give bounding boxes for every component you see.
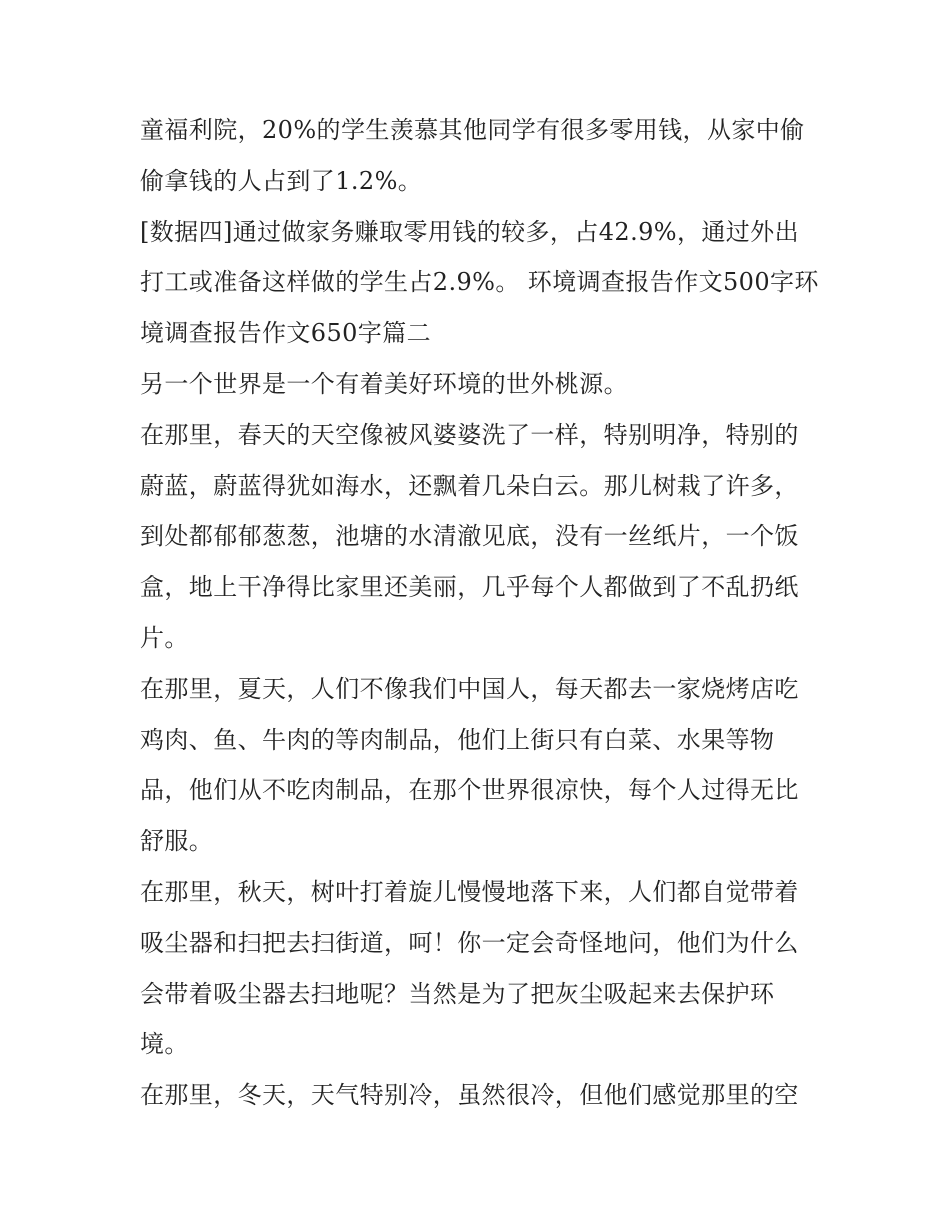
paragraph-4: 在那里，春天的天空像被风婆婆洗了一样，特别明净，特别的蔚蓝，蔚蓝得犹如海水，还飘着几朵白云。那儿树栽了许多，到处都郁郁葱葱，池塘的水清澈见底，没有一丝纸片，一个饭盒，地上干净得比家里还美丽，几乎每个人都做到了不乱扔纸片。 xyxy=(140,420,799,652)
paragraph-3: 另一个世界是一个有着美好环境的世外桃源。 xyxy=(140,369,628,398)
paragraph-6: 在那里，秋天，树叶打着旋儿慢慢地落下来，人们都自觉带着吸尘器和扫把去扫街道，呵！你一定会奇怪地问，他们为什么会带着吸尘器去扫地呢？当然是为了把灰尘吸起来去保护环境。 xyxy=(140,877,799,1059)
document-body xyxy=(140,105,820,1121)
paragraph-1: 童福利院，20%的学生羡慕其他同学有很多零用钱，从家中偷偷拿钱的人占到了1.2%。 xyxy=(140,116,805,195)
paragraph-7: 在那里，冬天，天气特别冷，虽然很冷，但他们感觉那里的空 xyxy=(140,1081,799,1110)
paragraph-5: 在那里，夏天，人们不像我们中国人，每天都去一家烧烤店吃鸡肉、鱼、牛肉的等肉制品，他们上街只有白菜、水果等物品，他们从不吃肉制品，在那个世界很凉快，每个人过得无比舒服。 xyxy=(140,674,799,856)
paragraph-2: [数据四]通过做家务赚取零用钱的较多，占42.9%，通过外出打工或准备这样做的学生占2.9%。 环境调查报告作文500字环境调查报告作文650字篇二 xyxy=(140,217,819,348)
